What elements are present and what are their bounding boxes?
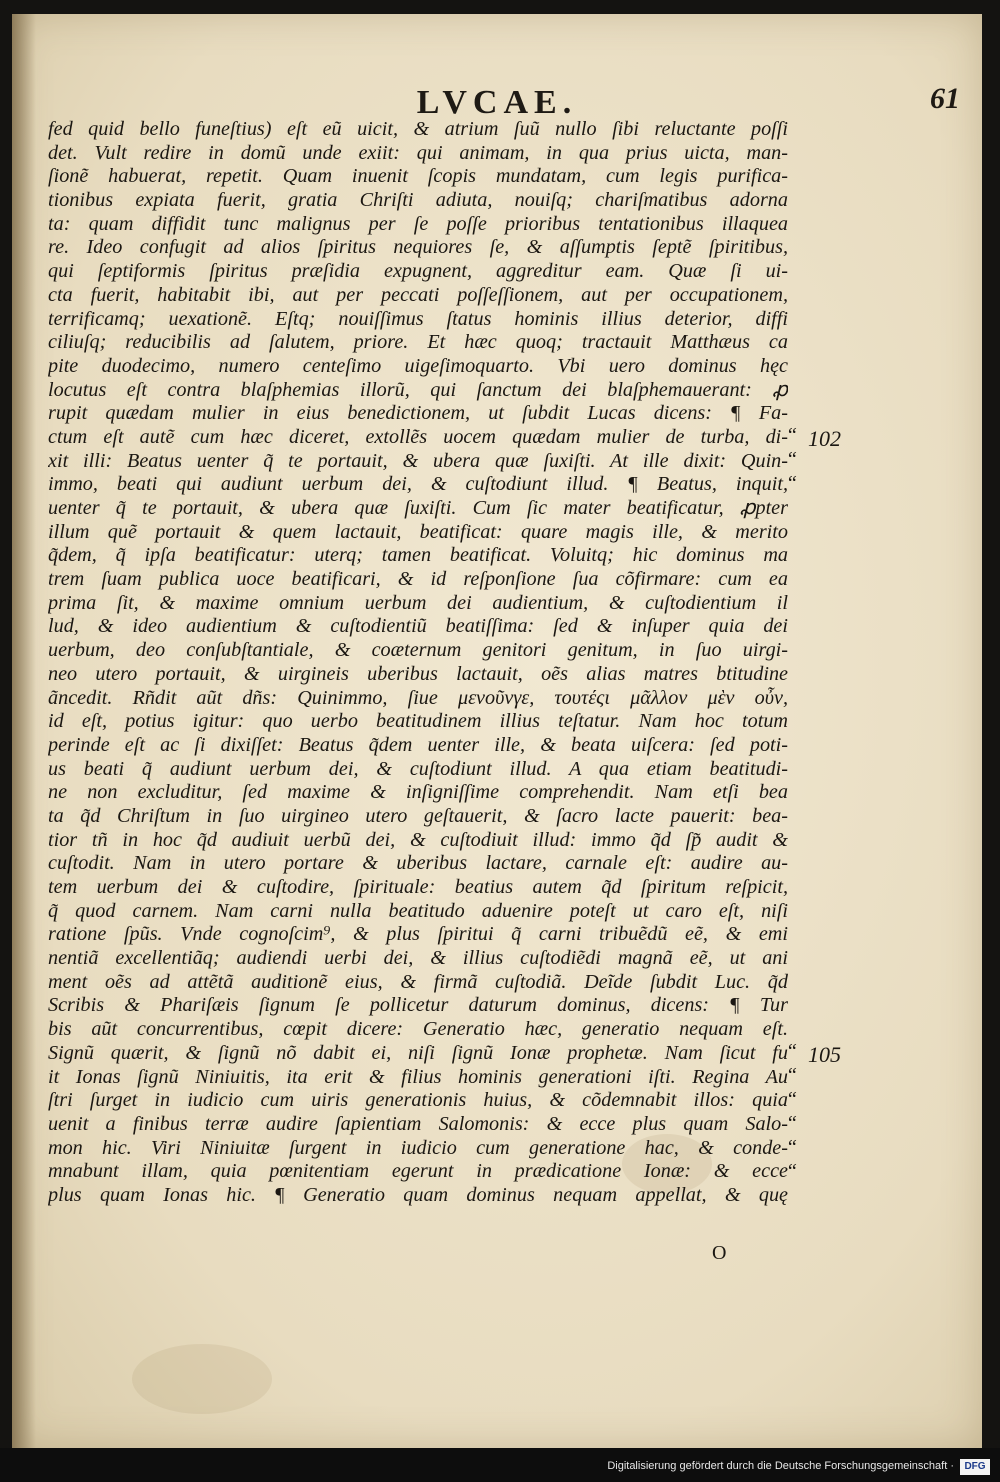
text-line: q̃ quod carnem. Nam carni nulla beatitudo aduenire poteſt ut caro eſt, niſi <box>48 899 788 922</box>
folio-number: 61 <box>930 82 960 115</box>
text-line: trem ſuam publica uoce beatificari, & id reſponſione ſua cõfirmare: cum ea <box>48 568 788 591</box>
text-line: det. Vult redire in domũ unde exiit: qui animam, in qua prius uicta, man- <box>48 141 788 164</box>
margin-reference-105: 105 <box>808 1042 841 1067</box>
quote-mark: “ <box>786 1088 798 1110</box>
text-line: mon hic. Viri Niniuitæ ſurgent in iudicio cum generatione hac, & conde- <box>48 1136 788 1159</box>
text-line: prima ſit, & maxime omnium uerbum dei audientium, & cuſtodientium il <box>48 591 788 614</box>
text-line: ta q̃d Chriſtum in ſuo uirgineo utero geſtauerit, & ſacro lacte pauerit: bea- <box>48 804 788 827</box>
text-line: locutus eſt contra blaſphemias illorũ, qui ſanctum dei blaſphemauerant: ꝓ <box>48 378 788 401</box>
text-line: qui ſeptiformis ſpiritus præſidia expugnent, aggreditur eam. Quæ ſi ui- <box>48 260 788 283</box>
text-line: Signũ quærit, & ſignũ nõ dabit ei, niſi ſignũ Ionæ prophetæ. Nam ſicut fu <box>48 1041 788 1064</box>
quote-mark: “ <box>786 1136 798 1158</box>
text-line: tionibus expiata fuerit, gratia Chriſti adiuta, nouiſq; chariſmatibus adorna <box>48 189 788 212</box>
dfg-logo: DFG <box>960 1459 990 1475</box>
text-line: lud, & ideo audientium & cuſtodientiũ beatiſſima: ſed & inſuper quia dei <box>48 615 788 638</box>
text-line: ne non excluditur, ſed maxime & inſigniſſime comprehendit. Nam etſi bea <box>48 781 788 804</box>
text-line: ciliuſq; reducibilis ad ſalutem, priore. Et hæc quoq; tractauit Matthæus ca <box>48 331 788 354</box>
book-page <box>12 14 982 1448</box>
text-line: uenter q̃ te portauit, & ubera quæ ſuxiſti. Cum ſic mater beatificatur, ꝓpter <box>48 497 788 519</box>
text-line: cta fuerit, habitabit ibi, aut per peccati poſſeſſionem, aut per occupationem, <box>48 283 788 306</box>
text-line: fed quid bello funeſtius) eſt eũ uicit, & atrium ſuũ nullo ſibi reluctante poſſi <box>48 118 788 140</box>
text-line: cuſtodit. Nam in utero portare & uberibus lactare, carnale eſt: audire au- <box>48 852 788 875</box>
text-line: xit illi: Beatus uenter q̃ te portauit, & ubera quæ ſuxiſti. At ille dixit: Quin- <box>48 449 788 472</box>
text-line: ratione ſpũs. Vnde cognoſcim⁹, & plus ſpiritui q̃ carni tribuẽdũ eẽ, & emi <box>48 923 788 946</box>
text-line: plus quam Ionas hic. ¶ Generatio quam dominus nequam appellat, & quę <box>48 1183 788 1206</box>
text-line: perinde eſt ac ſi dixiſſet: Beatus q̃dem uenter ille, & beata uiſcera: ſed poti- <box>48 733 788 756</box>
quote-mark: “ <box>786 1160 798 1182</box>
text-line: pite duodecimo, numero centeſimo uigeſimoquarto. Vbi uero dominus hęc <box>48 354 788 377</box>
text-line: ment oẽs ad attẽtã auditionẽ eius, & firmã cuſtodiã. Deĩde ſubdit Luc. q̃d <box>48 970 788 993</box>
text-line: illum quẽ portauit & quem lactauit, beatificat: quare magis ille, & merito <box>48 520 788 543</box>
text-line: nentiã excellentiãq; audiendi uerbi dei, & illius cuſtodiẽdi magnã eẽ, ut ani <box>48 947 788 970</box>
text-line: id eſt, potius igitur: quo uerbo beatitudinem illius teſtatur. Nam hoc totum <box>48 710 788 733</box>
text-line: neo utero portauit, & uirgineis uberibus lactauit, oẽs alias matres btitudine <box>48 662 788 685</box>
text-line: ſionẽ habuerat, repetit. Quam inuenit ſcopis mundatam, cum legis purifica- <box>48 165 788 188</box>
quote-mark: “ <box>786 424 798 446</box>
margin-notes <box>12 14 982 1448</box>
margin-reference-102: 102 <box>808 426 841 451</box>
quote-mark: “ <box>786 1040 798 1062</box>
text-line: mnabunt illam, quia pœnitentiam egerunt in prædicatione Ionæ: & ecce <box>48 1160 788 1183</box>
text-line: rupit quædam mulier in eius benedictionem, ut ſubdit Lucas dicens: ¶ Fa- <box>48 402 788 425</box>
text-line: ta: quam diffidit tunc malignus per ſe poſſe prioribus tentationibus illaquea <box>48 212 788 235</box>
quote-mark: “ <box>786 472 798 494</box>
quote-mark: “ <box>786 1064 798 1086</box>
text-line: Scribis & Phariſæis ſignum ſe pollicetur daturum dominus, dicens: ¶ Tur <box>48 994 788 1017</box>
text-line: terrificamq; uexationẽ. Eſtq; nouiſſimus ſtatus hominis illius deterior, diffi <box>48 307 788 330</box>
signature-mark: O <box>712 1242 727 1264</box>
running-title: LVCAE. <box>416 84 578 121</box>
text-line: uerbum, deo conſubſtantiale, & coæternum genitori genitum, in ſuo uirgi- <box>48 639 788 662</box>
text-line: bis aũt concurrentibus, cœpit dicere: Generatio hæc, generatio nequam eſt. <box>48 1018 788 1041</box>
footer-bar <box>0 1448 1000 1482</box>
text-line: it Ionas ſignũ Niniuitis, ita erit & filius hominis generationi iſti. Regina Au <box>48 1065 788 1088</box>
text-line: re. Ideo confugit ad alios ſpiritus nequiores ſe, & aſſumptis ſeptẽ ſpiritibus, <box>48 236 788 259</box>
text-line: tem uerbum dei & cuſtodire, ſpirituale: beatius autem q̃d ſpiritum reſpicit, <box>48 876 788 898</box>
text-line: q̃dem, q̃ ipſa beatificatur: uterq; tamen beatificat. Voluitq; hic dominus ma <box>48 544 788 567</box>
text-line: tior tñ in hoc q̃d audiuit uerbũ dei, & cuſtodiuit illud: immo q̃d ſp̃ audit & <box>48 828 788 851</box>
text-line: ãncedit. Rñdit aũt dñs: Quinimmo, ſiue μενοῦνγε, τουτέςι μᾶλλον μὲν οὖν, <box>48 686 788 709</box>
footer-credit: Digitalisierung gefördert durch die Deutsche Forschungsgemeinschaft · <box>607 1460 954 1472</box>
text-line: ctum eſt autẽ cum hæc diceret, extollẽs uocem quædam mulier de turba, di- <box>48 425 788 448</box>
text-line: uenit a finibus terræ audire ſapientiam Salomonis: & ecce plus quam Salo- <box>48 1112 788 1135</box>
quote-mark: “ <box>786 1112 798 1134</box>
text-line: ſtri ſurget in iudicio cum uiris generationis huius, & cõdemnabit illos: quia <box>48 1089 788 1112</box>
text-line: us beati q̃ audiunt uerbum dei, & cuſtodiunt illud. A qua etiam beatitudi- <box>48 757 788 780</box>
text-line: immo, beati qui audiunt uerbum dei, & cuſtodiunt illud. ¶ Beatus, inquit, <box>48 473 788 496</box>
quote-mark: “ <box>786 448 798 470</box>
